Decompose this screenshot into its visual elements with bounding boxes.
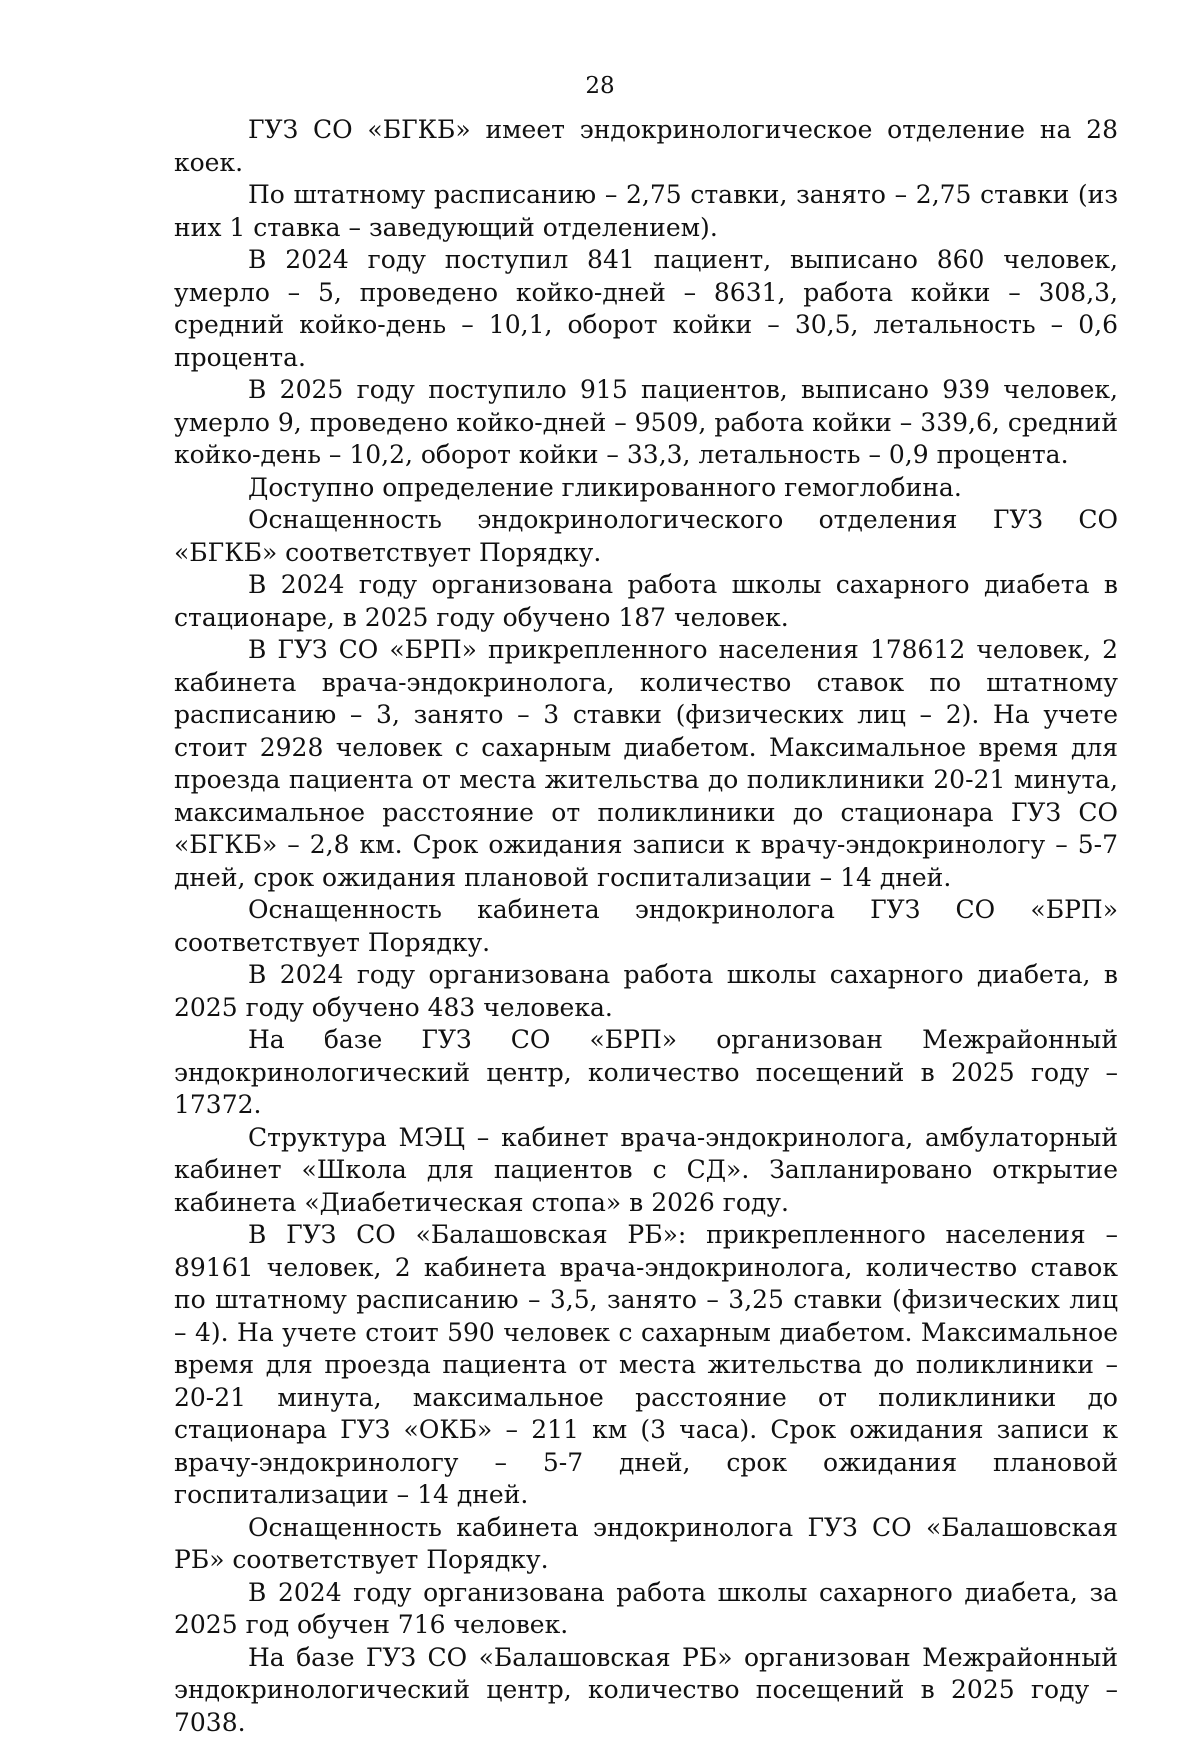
- paragraph-balashov-school: В 2024 году организована работа школы сахарного диабета, за 2025 год обучен 716 человек.: [174, 1577, 1118, 1642]
- paragraph-brp-overview: В ГУЗ СО «БРП» прикрепленного населения 178612 человек, 2 кабинета врача-эндокринолога, количество ставок по штатному расписанию – 3, занято – 3 ставки (физических лиц – 2). На учете стоит 2928 человек с сахарным диабетом. Максимальное время для проезда пациента от места жительства до поликлиники 20-21 минута, максимальное расстояние от поликлиники до стационара ГУЗ СО «БГКБ» – 2,8 км. Срок ожидания записи к врачу-эндокринологу – 5-7 дней, срок ожидания плановой госпитализации – 14 дней.: [174, 634, 1118, 894]
- paragraph-bgkb-school: В 2024 году организована работа школы сахарного диабета в стационаре, в 2025 году обучено 187 человек.: [174, 569, 1118, 634]
- paragraph-brp-school: В 2024 году организована работа школы сахарного диабета, в 2025 году обучено 483 человека.: [174, 959, 1118, 1024]
- paragraph-balashov-overview: В ГУЗ СО «Балашовская РБ»: прикрепленного населения – 89161 человек, 2 кабинета врача-эндокринолога, количество ставок по штатному расписанию – 3,5, занято – 3,25 ставки (физических лиц – 4). На учете стоит 590 человек с сахарным диабетом. Максимальное время для проезда пациента от места жительства до поликлиники – 20-21 минута, максимальное расстояние от поликлиники до стационара ГУЗ «ОКБ» – 211 км (3 часа). Срок ожидания записи к врачу-эндокринологу – 5-7 дней, срок ожидания плановой госпитализации – 14 дней.: [174, 1219, 1118, 1512]
- paragraph-hba1c: Доступно определение гликированного гемоглобина.: [174, 472, 1118, 505]
- paragraph-bgkb-2025-stats: В 2025 году поступило 915 пациентов, выписано 939 человек, умерло 9, проведено койко-дней – 9509, работа койки – 339,6, средний койко-день – 10,2, оборот койки – 33,3, летальность – 0,9 процента.: [174, 374, 1118, 472]
- paragraph-bgkb-equipment: Оснащенность эндокринологического отделения ГУЗ СО «БГКБ» соответствует Порядку.: [174, 504, 1118, 569]
- paragraph-brp-equipment: Оснащенность кабинета эндокринолога ГУЗ СО «БРП» соответствует Порядку.: [174, 894, 1118, 959]
- page-number: 28: [0, 70, 1200, 102]
- paragraph-balashov-mec: На базе ГУЗ СО «Балашовская РБ» организован Межрайонный эндокринологический центр, количество посещений в 2025 году – 7038.: [174, 1642, 1118, 1739]
- paragraph-balashov-equipment: Оснащенность кабинета эндокринолога ГУЗ СО «Балашовская РБ» соответствует Порядку.: [174, 1512, 1118, 1577]
- paragraph-mec-structure: Структура МЭЦ – кабинет врача-эндокринолога, амбулаторный кабинет «Школа для пациентов с СД». Запланировано открытие кабинета «Диабетическая стопа» в 2026 году.: [174, 1122, 1118, 1220]
- paragraph-bgkb-department: ГУЗ СО «БГКБ» имеет эндокринологическое отделение на 28 коек.: [174, 114, 1118, 179]
- paragraph-bgkb-2024-stats: В 2024 году поступил 841 пациент, выписано 860 человек, умерло – 5, проведено койко-дней – 8631, работа койки – 308,3, средний койко-день – 10,1, оборот койки – 30,5, летальность – 0,6 процента.: [174, 244, 1118, 374]
- paragraph-brp-mec: На базе ГУЗ СО «БРП» организован Межрайонный эндокринологический центр, количество посещений в 2025 году – 17372.: [174, 1024, 1118, 1122]
- body-text: [174, 114, 1118, 1739]
- paragraph-bgkb-staffing: По штатному расписанию – 2,75 ставки, занято – 2,75 ставки (из них 1 ставка – заведующий отделением).: [174, 179, 1118, 244]
